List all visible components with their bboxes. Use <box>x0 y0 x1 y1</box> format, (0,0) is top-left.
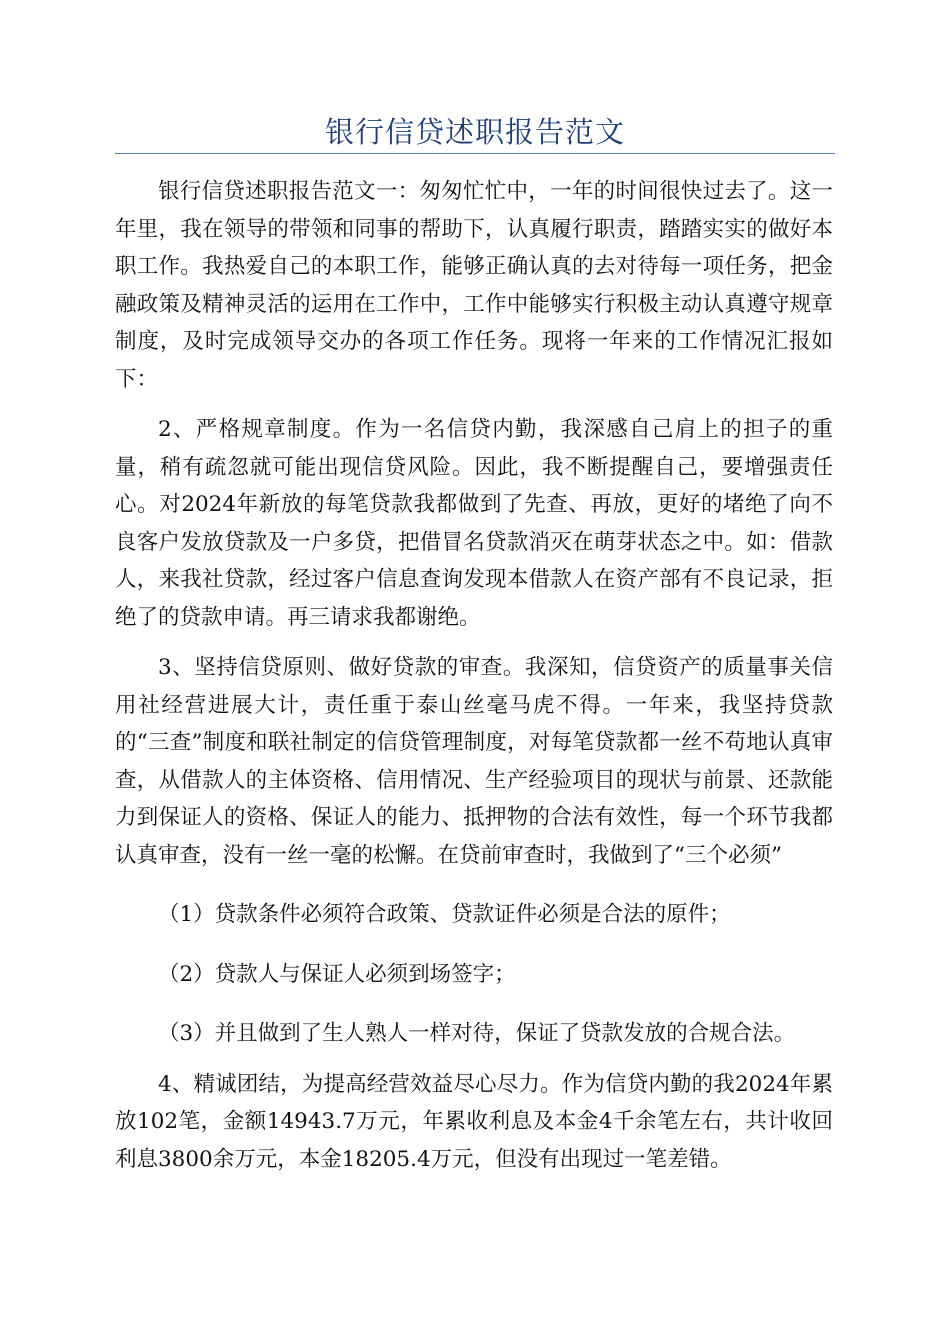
document-body <box>115 173 833 1191</box>
paragraph-section-4: 4、精诚团结，为提高经营效益尽心尽力。作为信贷内勤的我2024年累放102笔，金额14943.7万元，年累收利息及本金4千余笔左右，共计收回利息3800余万元，本金18205.4万元，但没有出现过一笔差错。 <box>115 1071 833 1172</box>
list-item-1: （1）贷款条件必须符合政策、贷款证件必须是合法的原件； <box>158 902 731 927</box>
list-item-2: （2）贷款人与保证人必须到场签字； <box>158 961 516 987</box>
title-underline <box>115 153 835 154</box>
paragraph-section-2: 2、严格规章制度。作为一名信贷内勤，我深感自己肩上的担子的重量，稍有疏忽就可能出现信贷风险。因此，我不断提醒自己，要增强责任心。对2024年新放的每笔贷款我都做到了先查、再放，更好的堵绝了向不良客户发放贷款及一户多贷，把借冒名贷款消灭在萌芽状态之中。如：借款人，来我社贷款，经过客户信息查询发现本借款人在资产部有不良记录，拒绝了的贷款申请。再三请求我都谢绝。 <box>115 417 833 630</box>
paragraph-intro: 银行信贷述职报告范文一：匆匆忙忙中，一年的时间很快过去了。这一年里，我在领导的带领和同事的帮助下，认真履行职责，踏踏实实的做好本职工作。我热爱自己的本职工作，能够正确认真的去对待每一项任务，把金融政策及精神灵活的运用在工作中，工作中能够实行积极主动认真遵守规章制度，及时完成领导交办的各项工作任务。现将一年来的工作情况汇报如下： <box>115 179 833 392</box>
paragraph-section-3: 3、坚持信贷原则、做好贷款的审查。我深知，信贷资产的质量事关信用社经营进展大计，责任重于泰山丝毫马虎不得。一年来，我坚持贷款的“三查”制度和联社制定的信贷管理制度，对每笔贷款都一丝不苟地认真审查，从借款人的主体资格、信用情况、生产经验项目的现状与前景、还款能力到保证人的资格、保证人的能力、抵押物的合法有效性，每一个环节我都认真审查，没有一丝一毫的松懈。在贷前审查时，我做到了“三个必须” <box>115 655 833 868</box>
document-title: 银行信贷述职报告范文 <box>324 115 625 149</box>
list-item-3: （3）并且做到了生人熟人一样对待，保证了贷款发放的合规合法。 <box>158 1021 796 1046</box>
